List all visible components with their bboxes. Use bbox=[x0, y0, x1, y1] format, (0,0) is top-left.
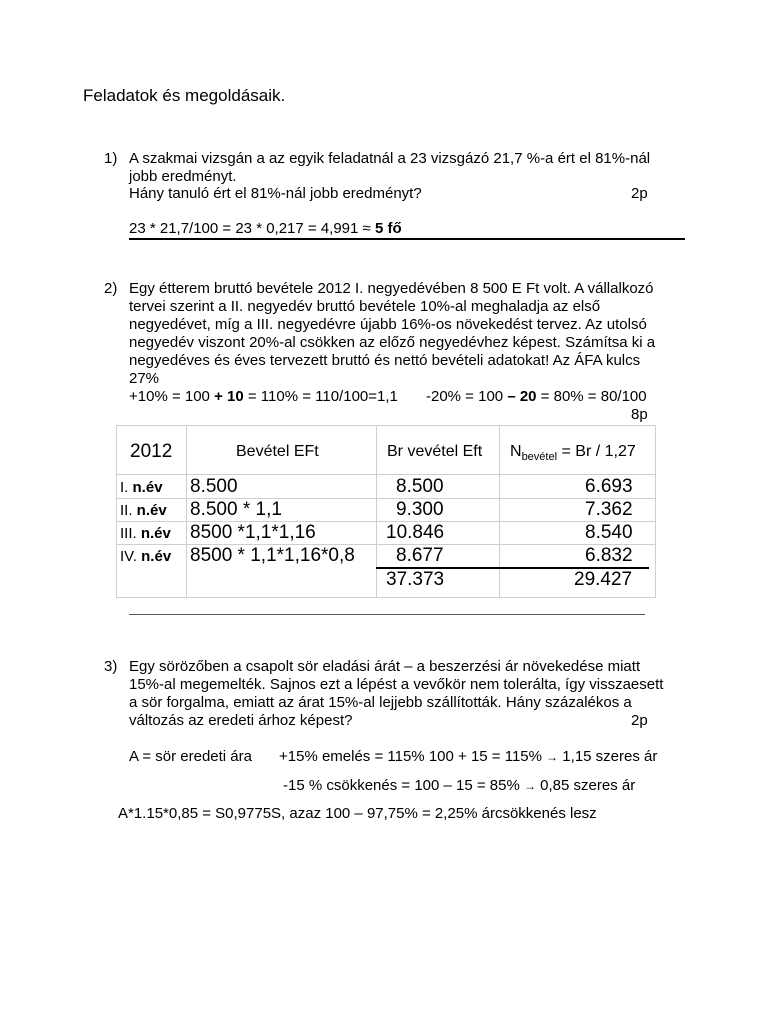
solution-line: A = sör eredeti ára bbox=[129, 748, 252, 765]
question-number: 2) bbox=[104, 280, 118, 297]
question-text: tervei szerint a II. negyedév bruttó bevétele 10%-al meghaladja az első bbox=[129, 298, 601, 315]
calc-part: – 20 bbox=[507, 388, 537, 405]
calc-part: -20% = 100 bbox=[426, 388, 508, 405]
header-net-symbol: N bbox=[510, 443, 522, 460]
divider bbox=[129, 614, 645, 615]
revenue-formula: 8.500 bbox=[190, 476, 238, 497]
calc-line bbox=[426, 388, 647, 406]
points-label: 2p bbox=[631, 712, 648, 729]
solution-line bbox=[283, 777, 635, 795]
gross-value: 9.300 bbox=[396, 499, 444, 520]
question-text: negyedév viszont 20%-al csökken az előző negyedévhez képest. Számítsa ki a bbox=[129, 334, 656, 351]
header-year: 2012 bbox=[130, 441, 173, 462]
row-label bbox=[120, 548, 171, 565]
revenue-formula: 8500 *1,1*1,16 bbox=[190, 522, 316, 543]
question-text: változás az eredeti árhoz képest? bbox=[129, 712, 353, 729]
question-text: A szakmai vizsgán a az egyik feladatnál a 23 vizsgázó 21,7 %-a ért el 81%-nál bbox=[129, 150, 651, 167]
grid-line bbox=[116, 425, 656, 426]
question-text: 15%-al megemelték. Sajnos ezt a lépést a vevőkör nem tolerálta, így visszaesett bbox=[129, 676, 664, 693]
calc-part: = 110% = 110/100=1,1 bbox=[243, 388, 398, 405]
header-net-subscript: bevétel bbox=[521, 451, 558, 463]
calc-line bbox=[129, 388, 398, 406]
grid-line bbox=[116, 597, 656, 598]
row-label-roman: I. bbox=[120, 479, 133, 496]
gross-total: 37.373 bbox=[386, 569, 445, 590]
net-value: 6.832 bbox=[585, 545, 633, 566]
arrow-icon: → bbox=[524, 779, 536, 793]
question-text: Egy étterem bruttó bevétele 2012 I. negyedévében 8 500 E Ft volt. A vállalkozó bbox=[129, 280, 654, 297]
gross-value: 8.500 bbox=[396, 476, 444, 497]
row-label bbox=[120, 479, 163, 496]
gross-value: 10.846 bbox=[386, 522, 445, 543]
calc-part: + 10 bbox=[214, 388, 244, 405]
net-value: 7.362 bbox=[585, 499, 633, 520]
row-label-roman: IV. bbox=[120, 548, 142, 565]
solution-line bbox=[279, 748, 657, 766]
solution-line: A*1.15*0,85 = S0,9775S, azaz 100 – 97,75% = 2,25% árcsökkenés lesz bbox=[118, 805, 597, 822]
question-text: negyedéves és éves tervezett bruttó és nettó bevételi adatokat! Az ÁFA kulcs bbox=[129, 352, 641, 369]
net-value: 8.540 bbox=[585, 522, 633, 543]
points-label: 8p bbox=[631, 406, 648, 423]
revenue-formula: 8.500 * 1,1 bbox=[190, 499, 282, 520]
question-text: 27% bbox=[129, 370, 160, 387]
row-label-quarter: n.év bbox=[132, 479, 163, 496]
solution-text: +15% emelés = 115% 100 + 15 = 115% bbox=[279, 748, 542, 765]
grid-line bbox=[186, 425, 187, 598]
grid-line bbox=[655, 425, 656, 598]
header-revenue: Bevétel EFt bbox=[236, 443, 319, 460]
header-net-formula: = Br / 1,27 bbox=[557, 443, 636, 460]
row-label-roman: III. bbox=[120, 525, 141, 542]
points-label: 2p bbox=[631, 185, 648, 202]
calc-part: +10% = 100 bbox=[129, 388, 215, 405]
divider bbox=[129, 238, 685, 240]
solution-text: 23 * 21,7/100 = 23 * 0,217 = 4,991 ≈ bbox=[129, 220, 375, 237]
arrow-icon: → bbox=[546, 750, 559, 764]
question-text: Egy sörözőben a csapolt sör eladási árát – a beszerzési ár növekedése miatt bbox=[129, 658, 641, 675]
calc-part: = 80% = 80/100 bbox=[536, 388, 647, 405]
grid-line bbox=[116, 425, 117, 598]
solution-text: 0,85 szeres ár bbox=[536, 777, 636, 794]
question-number: 3) bbox=[104, 658, 118, 675]
row-label bbox=[120, 502, 167, 519]
row-label-quarter: n.év bbox=[136, 502, 167, 519]
solution-text: 1,15 szeres ár bbox=[558, 748, 658, 765]
row-label-roman: II. bbox=[120, 502, 137, 519]
row-label-quarter: n.év bbox=[140, 525, 171, 542]
grid-line bbox=[499, 425, 500, 598]
question-text: Hány tanuló ért el 81%-nál jobb eredményt? bbox=[129, 185, 422, 202]
solution-answer: 5 fő bbox=[374, 220, 402, 237]
revenue-table bbox=[116, 425, 656, 598]
solution-line bbox=[129, 220, 402, 238]
net-value: 6.693 bbox=[585, 476, 633, 497]
question-text: negyedévet, míg a III. negyedévre újabb 16%-os növekedést tervez. Az utolsó bbox=[129, 316, 647, 333]
row-label bbox=[120, 525, 171, 542]
question-text: a sör forgalma, emiatt az árat 15%-al lejjebb szállították. Hány százalékos a bbox=[129, 694, 632, 711]
question-number: 1) bbox=[104, 150, 118, 167]
header-gross: Br vevétel Eft bbox=[387, 443, 483, 460]
header-net bbox=[510, 443, 636, 463]
revenue-formula: 8500 * 1,1*1,16*0,8 bbox=[190, 545, 355, 566]
question-text: jobb eredményt. bbox=[129, 168, 237, 185]
net-total: 29.427 bbox=[574, 569, 633, 590]
row-label-quarter: n.év bbox=[141, 548, 172, 565]
gross-value: 8.677 bbox=[396, 545, 444, 566]
page-title: Feladatok és megoldásaik. bbox=[83, 86, 286, 105]
solution-text: -15 % csökkenés = 100 – 15 = 85% bbox=[283, 777, 520, 794]
grid-line bbox=[116, 474, 656, 475]
grid-line bbox=[376, 425, 377, 598]
